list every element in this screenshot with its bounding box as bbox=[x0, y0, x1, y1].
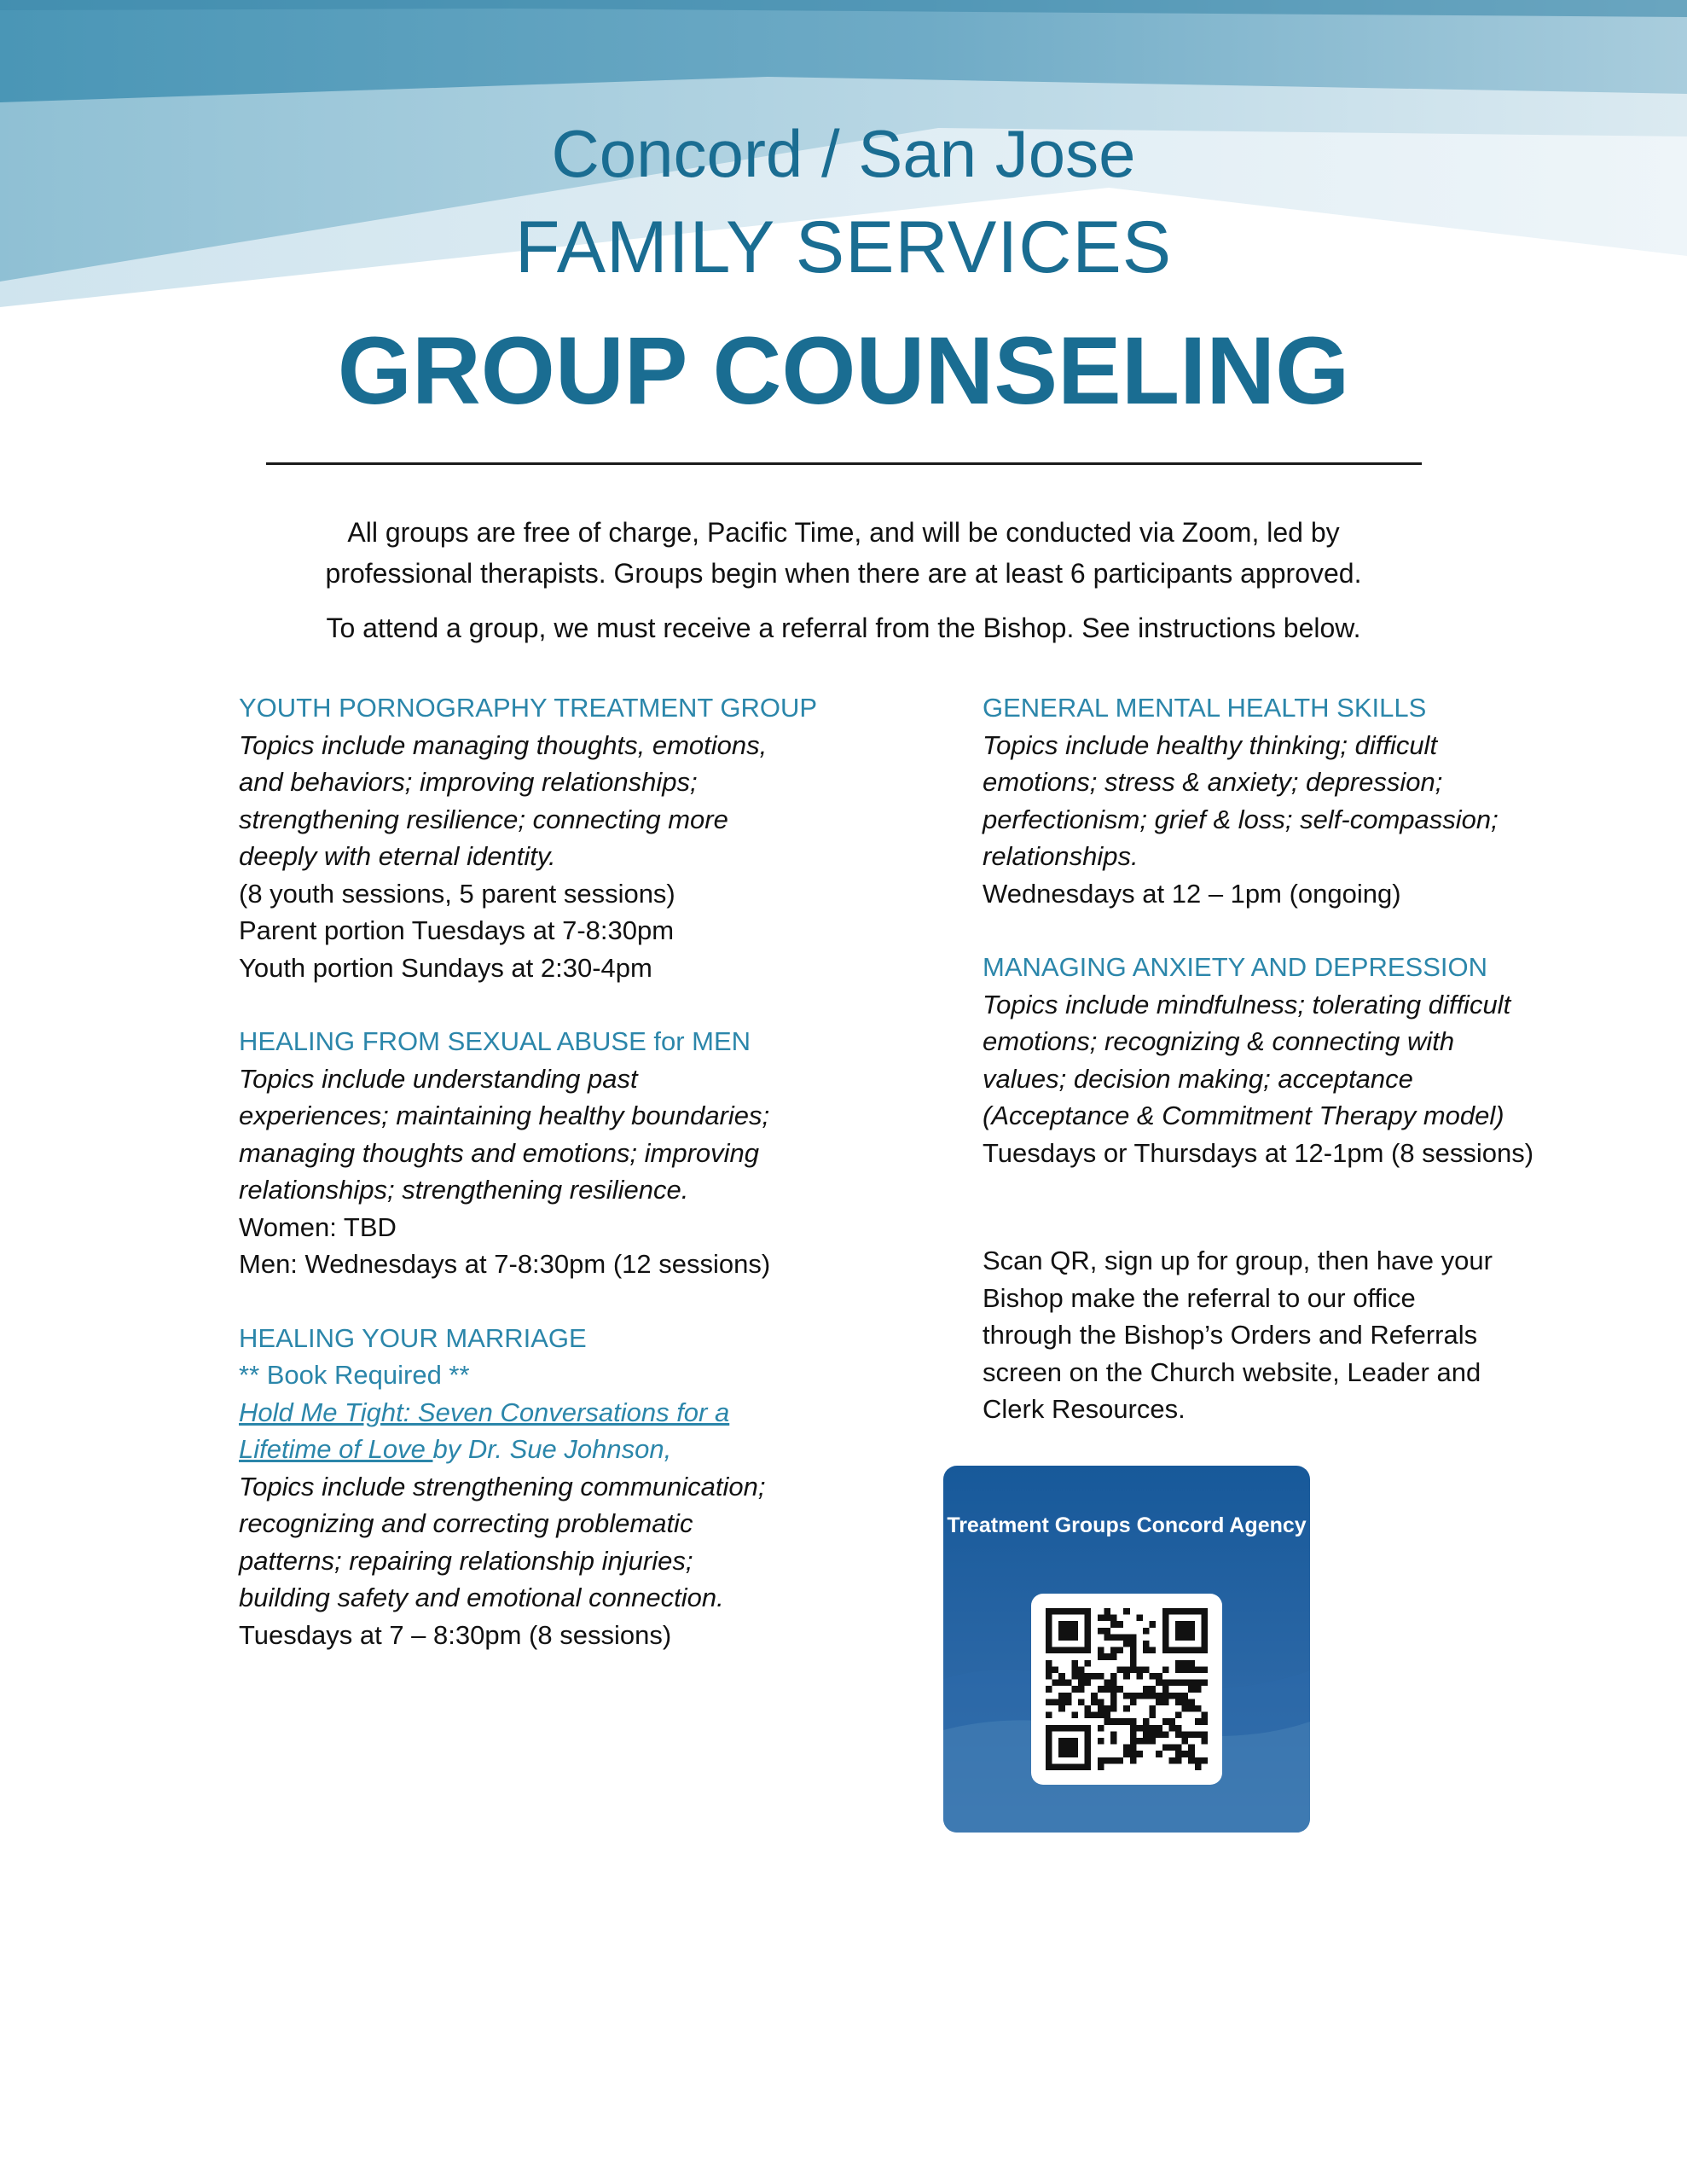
group-topics: Topics include mindfulness; tolerating difficult bbox=[983, 989, 1511, 1019]
book-title-link[interactable]: Hold Me Tight: Seven Conversations for a bbox=[239, 1397, 730, 1427]
book-author: by Dr. Sue Johnson, bbox=[432, 1434, 672, 1464]
page-title: GROUP COUNSELING bbox=[337, 317, 1350, 424]
right-column bbox=[983, 689, 1648, 1171]
group-topics: experiences; maintaining healthy boundaries; bbox=[239, 1101, 770, 1130]
left-column bbox=[239, 689, 870, 1653]
signup-line: through the Bishop’s Orders and Referrals bbox=[983, 1320, 1478, 1350]
group-topics: patterns; repairing relationship injuries; bbox=[239, 1545, 693, 1576]
group-schedule: Tuesdays or Thursdays at 12-1pm (8 sessions) bbox=[983, 1137, 1534, 1168]
intro-line: All groups are free of charge, Pacific Time, and will be conducted via Zoom, led by bbox=[347, 517, 1340, 548]
group-abuse bbox=[239, 1023, 870, 1283]
group-topics: relationships; strengthening resilience. bbox=[239, 1175, 689, 1205]
qr-code-icon[interactable] bbox=[1046, 1608, 1208, 1770]
header-location: Concord / San Jose bbox=[551, 116, 1136, 191]
signup-line: Scan QR, sign up for group, then have your bbox=[983, 1246, 1493, 1275]
signup-line: Bishop make the referral to our office bbox=[983, 1282, 1416, 1313]
group-topics: strengthening resilience; connecting more bbox=[239, 804, 728, 834]
group-topics: values; decision making; acceptance bbox=[983, 1063, 1413, 1094]
intro-line: professional therapists. Groups begin when there are at least 6 participants approved. bbox=[325, 558, 1362, 589]
qr-card-title: Treatment Groups Concord Agency bbox=[947, 1513, 1307, 1537]
group-schedule: Wednesdays at 12 – 1pm (ongoing) bbox=[983, 878, 1401, 909]
signup-instructions bbox=[983, 1242, 1648, 1428]
group-topics: managing thoughts and emotions; improving bbox=[239, 1137, 760, 1168]
book-required-note: ** Book Required ** bbox=[239, 1360, 470, 1390]
group-topics: Topics include strengthening communication; bbox=[239, 1471, 766, 1502]
group-schedule: Parent portion Tuesdays at 7-8:30pm bbox=[239, 915, 675, 945]
group-schedule: Men: Wednesdays at 7-8:30pm (12 sessions) bbox=[239, 1249, 771, 1279]
group-marriage bbox=[239, 1320, 870, 1654]
book-title-link[interactable]: Lifetime of Love bbox=[239, 1434, 433, 1464]
group-schedule: Tuesdays at 7 – 8:30pm (8 sessions) bbox=[239, 1619, 672, 1650]
group-general bbox=[983, 689, 1648, 912]
group-topics: (Acceptance & Commitment Therapy model) bbox=[983, 1101, 1504, 1130]
group-topics: Topics include understanding past bbox=[239, 1063, 638, 1094]
group-topics: relationships. bbox=[983, 841, 1139, 871]
group-topics: building safety and emotional connection. bbox=[239, 1583, 724, 1612]
header-org: FAMILY SERVICES bbox=[514, 206, 1173, 288]
group-topics: emotions; stress & anxiety; depression; bbox=[983, 767, 1443, 797]
group-anxiety bbox=[983, 949, 1648, 1171]
group-heading: HEALING FROM SEXUAL ABUSE for MEN bbox=[239, 1026, 751, 1056]
group-youth bbox=[239, 689, 870, 986]
signup-line: Clerk Resources. bbox=[983, 1394, 1186, 1424]
group-heading: GENERAL MENTAL HEALTH SKILLS bbox=[983, 693, 1427, 723]
qr-card[interactable] bbox=[943, 1466, 1310, 1833]
divider bbox=[266, 462, 1422, 465]
qr-code-container[interactable] bbox=[1031, 1594, 1222, 1785]
intro-line: To attend a group, we must receive a referral from the Bishop. See instructions below. bbox=[326, 613, 1361, 643]
group-schedule: Youth portion Sundays at 2:30-4pm bbox=[239, 952, 652, 983]
group-schedule: Women: TBD bbox=[239, 1211, 397, 1242]
group-topics: perfectionism; grief & loss; self-compassion; bbox=[983, 804, 1499, 834]
group-topics: recognizing and correcting problematic bbox=[239, 1508, 693, 1538]
group-detail: (8 youth sessions, 5 parent sessions) bbox=[239, 878, 675, 909]
group-heading: YOUTH PORNOGRAPHY TREATMENT GROUP bbox=[239, 693, 818, 723]
group-topics: emotions; recognizing & connecting with bbox=[983, 1026, 1455, 1056]
group-topics: Topics include healthy thinking; difficult bbox=[983, 729, 1438, 760]
group-topics: and behaviors; improving relationships; bbox=[239, 767, 698, 797]
group-heading: HEALING YOUR MARRIAGE bbox=[239, 1322, 587, 1353]
group-heading: MANAGING ANXIETY AND DEPRESSION bbox=[983, 952, 1488, 982]
group-topics: deeply with eternal identity. bbox=[239, 841, 556, 871]
group-topics: Topics include managing thoughts, emotions, bbox=[239, 729, 768, 760]
signup-line: screen on the Church website, Leader and bbox=[983, 1356, 1481, 1387]
